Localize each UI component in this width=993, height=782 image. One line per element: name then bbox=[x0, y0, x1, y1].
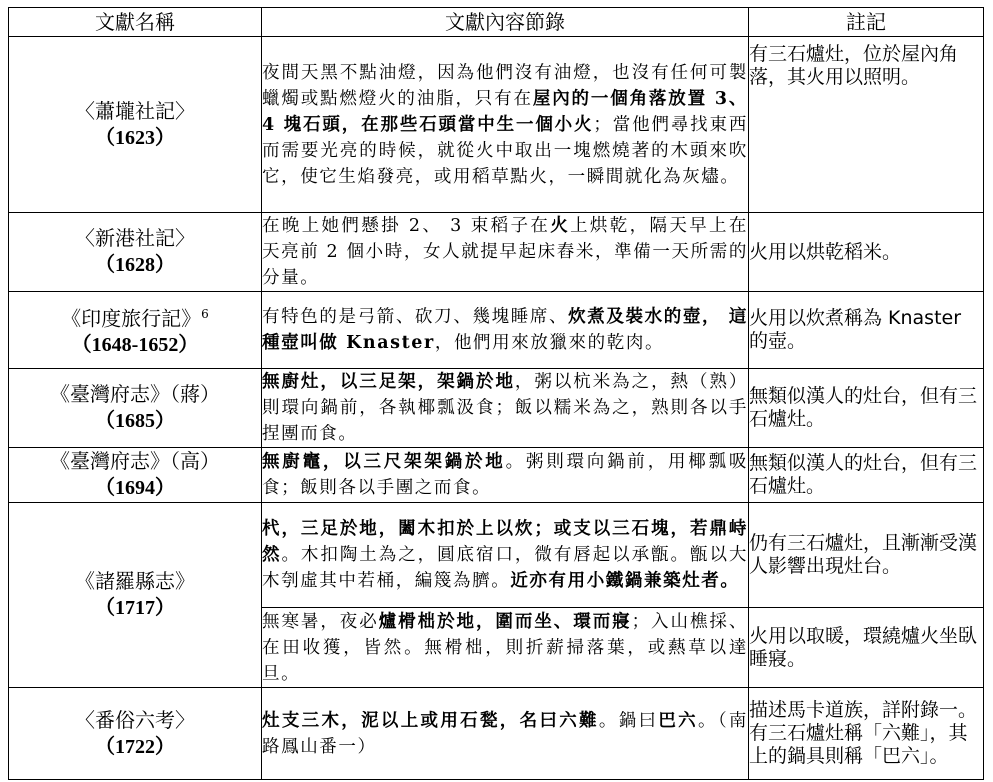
excerpt-text: ；入山樵採、在田收獲，皆然。無榾柮，則折薪掃落葉，或爇草以達旦。 bbox=[262, 611, 748, 684]
excerpt-emphasis: 爐榾柮於地，圍而坐、環而寢 bbox=[378, 611, 632, 632]
excerpt-text: 夜間天黑不點油燈，因為他們沒有油燈，也沒有任何可製蠟燭或點燃燈火的油脂，只有在 bbox=[262, 62, 748, 109]
doc-name: 〈新港社記〉 bbox=[75, 226, 195, 250]
header-note: 註記 bbox=[749, 8, 984, 37]
doc-name: 〈蕭壠社記〉 bbox=[75, 98, 195, 123]
excerpt-text: 有特色的是弓箭、砍刀、幾塊睡席、 bbox=[262, 307, 569, 327]
doc-year: （1722） bbox=[95, 735, 175, 758]
excerpt-emphasis: 杙，三足於地，闔木扣於上以炊；或支以三石塊，若鼎峙然 bbox=[262, 519, 748, 565]
doc-year: （1648-1652） bbox=[71, 334, 199, 357]
excerpt-text: 。（南路鳳山番一） bbox=[262, 710, 748, 757]
doc-name: 〈番俗六考〉 bbox=[75, 707, 195, 732]
doc-name-cell bbox=[9, 37, 262, 213]
doc-year: （1694） bbox=[95, 477, 175, 499]
header-row bbox=[9, 8, 984, 37]
excerpt-emphasis: 炊煮及裝水的壺， 這種壺叫做 Knaster bbox=[262, 307, 748, 353]
doc-name-cell bbox=[9, 213, 262, 292]
table-row bbox=[9, 292, 984, 369]
excerpt-text: ，他們用來放獵來的乾肉。 bbox=[434, 333, 665, 353]
excerpt-emphasis: 灶支三木，泥以上或用石甃，名曰六難 bbox=[262, 710, 599, 731]
doc-excerpt bbox=[262, 448, 749, 503]
table-row bbox=[9, 688, 984, 780]
doc-name-cell bbox=[9, 292, 262, 369]
excerpt-text: ，粥以杭米為之，熱（熟）則環向鍋前，各執椰瓢汲食；飯以糯米為之，熟則各以手捏團而食。 bbox=[262, 372, 748, 444]
doc-excerpt bbox=[262, 292, 749, 369]
doc-name: 《臺灣府志》（高） bbox=[50, 449, 220, 473]
doc-excerpt bbox=[262, 213, 749, 292]
footnote-mark: 6 bbox=[201, 306, 209, 321]
excerpt-emphasis: 火 bbox=[550, 216, 571, 236]
doc-name-cell bbox=[9, 688, 262, 780]
doc-note: 火用以炊煮稱為 Knaster 的壺。 bbox=[749, 292, 984, 369]
doc-note: 無類似漢人的灶台，但有三石爐灶。 bbox=[749, 369, 984, 448]
doc-name-cell bbox=[9, 369, 262, 448]
excerpt-emphasis: 巴六 bbox=[658, 710, 698, 731]
excerpt-emphasis: 無廚竈，以三尺架架鍋於地 bbox=[262, 452, 506, 472]
doc-excerpt bbox=[262, 688, 749, 780]
doc-name: 《臺灣府志》（蔣） bbox=[50, 382, 220, 406]
doc-note: 有三石爐灶，位於屋內角落，其火用以照明。 bbox=[749, 37, 984, 213]
doc-name: 《印度旅行記》 bbox=[61, 306, 202, 331]
table-row bbox=[9, 448, 984, 503]
excerpt-emphasis: 無廚灶，以三足架，架鍋於地 bbox=[262, 372, 515, 392]
doc-excerpt bbox=[262, 37, 749, 213]
doc-note: 描述馬卡道族，詳附錄一。有三石爐灶稱「六難」，其上的鍋具則稱「巴六」。 bbox=[749, 688, 984, 780]
header-content: 文獻內容節錄 bbox=[262, 8, 749, 37]
excerpt-text: 。鍋曰 bbox=[598, 710, 659, 731]
doc-excerpt bbox=[262, 369, 749, 448]
table-row bbox=[9, 503, 984, 608]
doc-note: 無類似漢人的灶台，但有三石爐灶。 bbox=[749, 448, 984, 503]
header-name: 文獻名稱 bbox=[9, 8, 262, 37]
doc-name-cell bbox=[9, 503, 262, 688]
doc-excerpt bbox=[262, 608, 749, 688]
doc-excerpt bbox=[262, 503, 749, 608]
doc-note: 仍有三石爐灶，且漸漸受漢人影響出現灶台。 bbox=[749, 503, 984, 608]
doc-year: （1623） bbox=[95, 126, 175, 149]
doc-year: （1628） bbox=[95, 254, 175, 276]
table-row bbox=[9, 369, 984, 448]
excerpt-text: 。木扣陶土為之，圓底宿口，微有唇起以承甑。甑以大木刳虛其中若桶，編篾為臍。 bbox=[262, 545, 748, 591]
table-row bbox=[9, 213, 984, 292]
excerpt-emphasis: 屋內的一個角落放置 3、4 塊石頭，在那些石頭當中生一個小火 bbox=[262, 88, 749, 135]
table-row bbox=[9, 37, 984, 213]
doc-year: （1685） bbox=[95, 410, 175, 432]
excerpt-text: 在晚上她們懸掛 2、 3 束稻子在 bbox=[262, 216, 551, 236]
excerpt-emphasis: 近亦有用小鐵鍋兼築灶者。 bbox=[510, 571, 740, 591]
doc-note: 火用以烘乾稻米。 bbox=[749, 213, 984, 292]
excerpt-text: 上烘乾，隔天早上在天亮前 2 個小時，女人就提早起床舂米，準備一天所需的分量。 bbox=[262, 216, 749, 288]
excerpt-text: 無寒暑，夜必 bbox=[262, 611, 379, 632]
excerpt-text: ；當他們尋找東西而需要光亮的時候，就從火中取出一塊燃燒著的木頭來吹它，使它生焰發亮，或用稻草點火，一瞬間就化為灰燼。 bbox=[262, 114, 748, 187]
excerpt-text: 。粥則環向鍋前，用椰瓢吸食；飯則各以手團之而食。 bbox=[262, 452, 749, 498]
doc-note: 火用以取暖，環繞爐火坐臥睡寢。 bbox=[749, 608, 984, 688]
doc-name: 《諸羅縣志》 bbox=[75, 569, 195, 593]
doc-name-cell bbox=[9, 448, 262, 503]
doc-year: （1717） bbox=[95, 597, 175, 619]
literature-table bbox=[8, 7, 984, 780]
